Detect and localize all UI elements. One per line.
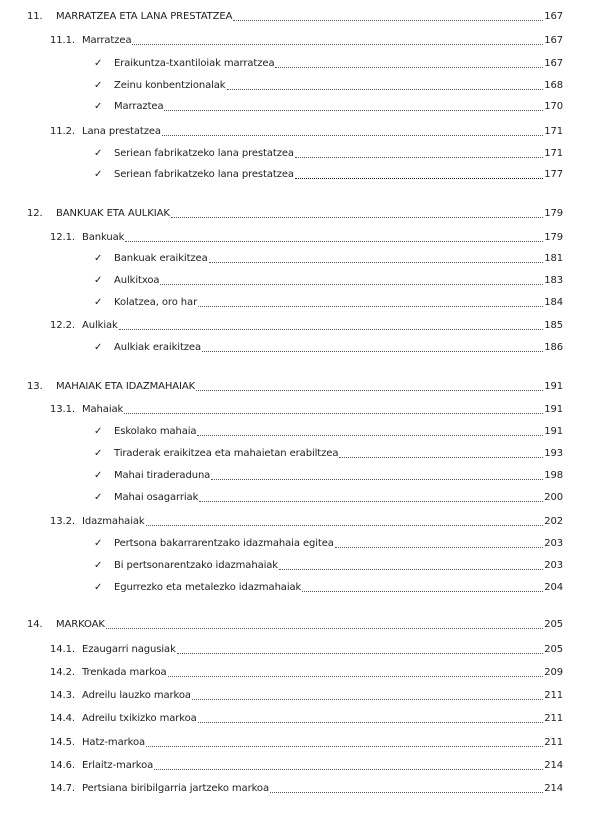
page-number: 203 <box>544 538 563 549</box>
dot-leader <box>270 792 543 793</box>
toc-item[interactable] <box>94 340 563 354</box>
toc-item[interactable] <box>94 56 563 70</box>
page-number: 202 <box>544 516 563 527</box>
dot-leader <box>125 241 543 242</box>
toc-item[interactable] <box>94 273 563 287</box>
toc-section-14[interactable] <box>27 617 563 631</box>
toc-item[interactable] <box>94 446 563 460</box>
checkmark-icon: ✓ <box>94 80 103 91</box>
toc-subsection-11-1[interactable] <box>50 33 563 47</box>
dot-leader <box>177 653 543 654</box>
page-number: 167 <box>544 58 563 69</box>
dot-leader <box>162 135 543 136</box>
page-number: 167 <box>544 35 563 46</box>
subsection-number: 14.2. <box>50 667 75 678</box>
subsection-number: 14.7. <box>50 783 75 794</box>
checkmark-icon: ✓ <box>94 492 103 503</box>
toc-subsection-13-1[interactable] <box>50 402 563 416</box>
toc-subsection-14-1[interactable] <box>50 642 563 656</box>
dot-leader <box>124 413 543 414</box>
toc-item[interactable] <box>94 146 563 160</box>
dot-leader <box>339 457 543 458</box>
checkmark-icon: ✓ <box>94 538 103 549</box>
dot-leader <box>199 501 543 502</box>
item-title: Pertsona bakarrarentzako idazmahaia egitea <box>114 538 334 549</box>
dot-leader <box>302 591 543 592</box>
page-number: 171 <box>544 148 563 159</box>
toc-section-13[interactable] <box>27 379 563 393</box>
checkmark-icon: ✓ <box>94 448 103 459</box>
page-number: 191 <box>544 404 563 415</box>
page-number: 198 <box>544 470 563 481</box>
section-title: BANKUAK ETA AULKIAK <box>56 208 170 219</box>
toc-item[interactable] <box>94 295 563 309</box>
page-number: 183 <box>544 275 563 286</box>
dot-leader <box>171 217 543 218</box>
checkmark-icon: ✓ <box>94 560 103 571</box>
item-title: Zeinu konbentzionalak <box>114 80 226 91</box>
dot-leader <box>335 547 543 548</box>
section-number: 14. <box>27 619 43 630</box>
dot-leader <box>160 284 543 285</box>
dot-leader <box>275 67 543 68</box>
section-title: MAHAIAK ETA IDAZMAHAIAK <box>56 381 196 392</box>
page-number: 186 <box>544 342 563 353</box>
dot-leader <box>295 178 543 179</box>
toc-subsection-12-1[interactable] <box>50 230 563 244</box>
toc-item[interactable] <box>94 536 563 550</box>
page-number: 214 <box>544 760 563 771</box>
subsection-title: Marratzea <box>82 35 132 46</box>
item-title: Bankuak eraikitzea <box>114 253 208 264</box>
subsection-number: 13.2. <box>50 516 75 527</box>
page-number: 191 <box>544 381 563 392</box>
toc-subsection-14-7[interactable] <box>50 781 563 795</box>
dot-leader <box>295 157 543 158</box>
checkmark-icon: ✓ <box>94 342 103 353</box>
toc-item[interactable] <box>94 558 563 572</box>
toc-item[interactable] <box>94 424 563 438</box>
item-title: Seriean fabrikatzeko lana prestatzea <box>114 169 294 180</box>
page-number: 193 <box>544 448 563 459</box>
subsection-number: 13.1. <box>50 404 75 415</box>
page-number: 211 <box>544 713 563 724</box>
item-title: Aulkitxoa <box>114 275 160 286</box>
page-number: 209 <box>544 667 563 678</box>
dot-leader <box>198 306 543 307</box>
item-title: Aulkiak eraikitzea <box>114 342 202 353</box>
dot-leader <box>202 351 543 352</box>
checkmark-icon: ✓ <box>94 297 103 308</box>
dot-leader <box>197 435 543 436</box>
item-title: Mahai tiraderaduna <box>114 470 211 481</box>
item-title: Egurrezko eta metalezko idazmahaiak <box>114 582 302 593</box>
subsection-number: 11.1. <box>50 35 75 46</box>
section-title: MARKOAK <box>56 619 105 630</box>
checkmark-icon: ✓ <box>94 470 103 481</box>
item-title: Tiraderak eraikitzea eta mahaietan erabiltzea <box>114 448 339 459</box>
page-number: 211 <box>544 690 563 701</box>
dot-leader <box>119 329 543 330</box>
page-number: 170 <box>544 101 563 112</box>
dot-leader <box>168 676 544 677</box>
toc-item[interactable] <box>94 468 563 482</box>
dot-leader <box>106 628 543 629</box>
toc-subsection-14-4[interactable] <box>50 711 563 725</box>
subsection-number: 14.3. <box>50 690 75 701</box>
subsection-title: Erlaitz-markoa <box>82 760 154 771</box>
checkmark-icon: ✓ <box>94 58 103 69</box>
subsection-title: Lana prestatzea <box>82 126 161 137</box>
page-number: 203 <box>544 560 563 571</box>
item-title: Seriean fabrikatzeko lana prestatzea <box>114 148 294 159</box>
page-number: 200 <box>544 492 563 503</box>
toc-section-12[interactable] <box>27 206 563 220</box>
toc-item[interactable] <box>94 167 563 181</box>
section-number: 13. <box>27 381 43 392</box>
page-number: 167 <box>544 11 563 22</box>
toc-subsection-14-2[interactable] <box>50 665 563 679</box>
checkmark-icon: ✓ <box>94 275 103 286</box>
item-title: Mahai osagarriak <box>114 492 199 503</box>
toc-subsection-11-2[interactable] <box>50 124 563 138</box>
checkmark-icon: ✓ <box>94 101 103 112</box>
page-number: 179 <box>544 208 563 219</box>
checkmark-icon: ✓ <box>94 148 103 159</box>
page-number: 168 <box>544 80 563 91</box>
page-number: 179 <box>544 232 563 243</box>
page-number: 214 <box>544 783 563 794</box>
subsection-title: Bankuak <box>82 232 125 243</box>
page-number: 205 <box>544 644 563 655</box>
item-title: Marraztea <box>114 101 164 112</box>
page-number: 191 <box>544 426 563 437</box>
dot-leader <box>196 390 543 391</box>
item-title: Bi pertsonarentzako idazmahaiak <box>114 560 278 571</box>
page-number: 211 <box>544 737 563 748</box>
subsection-title: Adreilu txikizko markoa <box>82 713 197 724</box>
checkmark-icon: ✓ <box>94 253 103 264</box>
dot-leader <box>227 89 544 90</box>
subsection-number: 14.6. <box>50 760 75 771</box>
page-number: 181 <box>544 253 563 264</box>
dot-leader <box>211 479 543 480</box>
dot-leader <box>164 110 543 111</box>
section-number: 11. <box>27 11 43 22</box>
subsection-number: 12.1. <box>50 232 75 243</box>
toc-item[interactable] <box>94 251 563 265</box>
subsection-title: Pertsiana biribilgarria jartzeko markoa <box>82 783 269 794</box>
dot-leader <box>132 44 543 45</box>
subsection-title: Trenkada markoa <box>82 667 167 678</box>
dot-leader <box>279 569 543 570</box>
checkmark-icon: ✓ <box>94 169 103 180</box>
toc-item[interactable] <box>94 490 563 504</box>
subsection-number: 12.2. <box>50 320 75 331</box>
page-number: 184 <box>544 297 563 308</box>
toc-subsection-12-2[interactable] <box>50 318 563 332</box>
dot-leader <box>233 20 543 21</box>
subsection-number: 14.1. <box>50 644 75 655</box>
checkmark-icon: ✓ <box>94 582 103 593</box>
subsection-number: 11.2. <box>50 126 75 137</box>
dot-leader <box>209 262 544 263</box>
item-title: Kolatzea, oro har <box>114 297 198 308</box>
dot-leader <box>146 746 543 747</box>
page-number: 205 <box>544 619 563 630</box>
subsection-number: 14.5. <box>50 737 75 748</box>
dot-leader <box>154 769 543 770</box>
subsection-title: Hatz-markoa <box>82 737 145 748</box>
section-title: MARRATZEA ETA LANA PRESTATZEA <box>56 11 233 22</box>
toc-subsection-14-3[interactable] <box>50 688 563 702</box>
toc-item[interactable] <box>94 99 563 113</box>
toc-section-11[interactable] <box>27 9 563 23</box>
item-title: Eskolako mahaia <box>114 426 197 437</box>
checkmark-icon: ✓ <box>94 426 103 437</box>
subsection-number: 14.4. <box>50 713 75 724</box>
subsection-title: Aulkiak <box>82 320 118 331</box>
page-number: 204 <box>544 582 563 593</box>
toc-subsection-13-2[interactable] <box>50 514 563 528</box>
subsection-title: Idazmahaiak <box>82 516 145 527</box>
subsection-title: Adreilu lauzko markoa <box>82 690 191 701</box>
toc-item[interactable] <box>94 78 563 92</box>
page-number: 171 <box>544 126 563 137</box>
toc-item[interactable] <box>94 580 563 594</box>
page-number: 185 <box>544 320 563 331</box>
dot-leader <box>198 722 544 723</box>
section-number: 12. <box>27 208 43 219</box>
dot-leader <box>192 699 543 700</box>
page-number: 177 <box>544 169 563 180</box>
toc-subsection-14-6[interactable] <box>50 758 563 772</box>
item-title: Eraikuntza-txantiloiak marratzea <box>114 58 275 69</box>
subsection-title: Ezaugarri nagusiak <box>82 644 176 655</box>
toc-subsection-14-5[interactable] <box>50 735 563 749</box>
dot-leader <box>146 525 544 526</box>
subsection-title: Mahaiak <box>82 404 124 415</box>
